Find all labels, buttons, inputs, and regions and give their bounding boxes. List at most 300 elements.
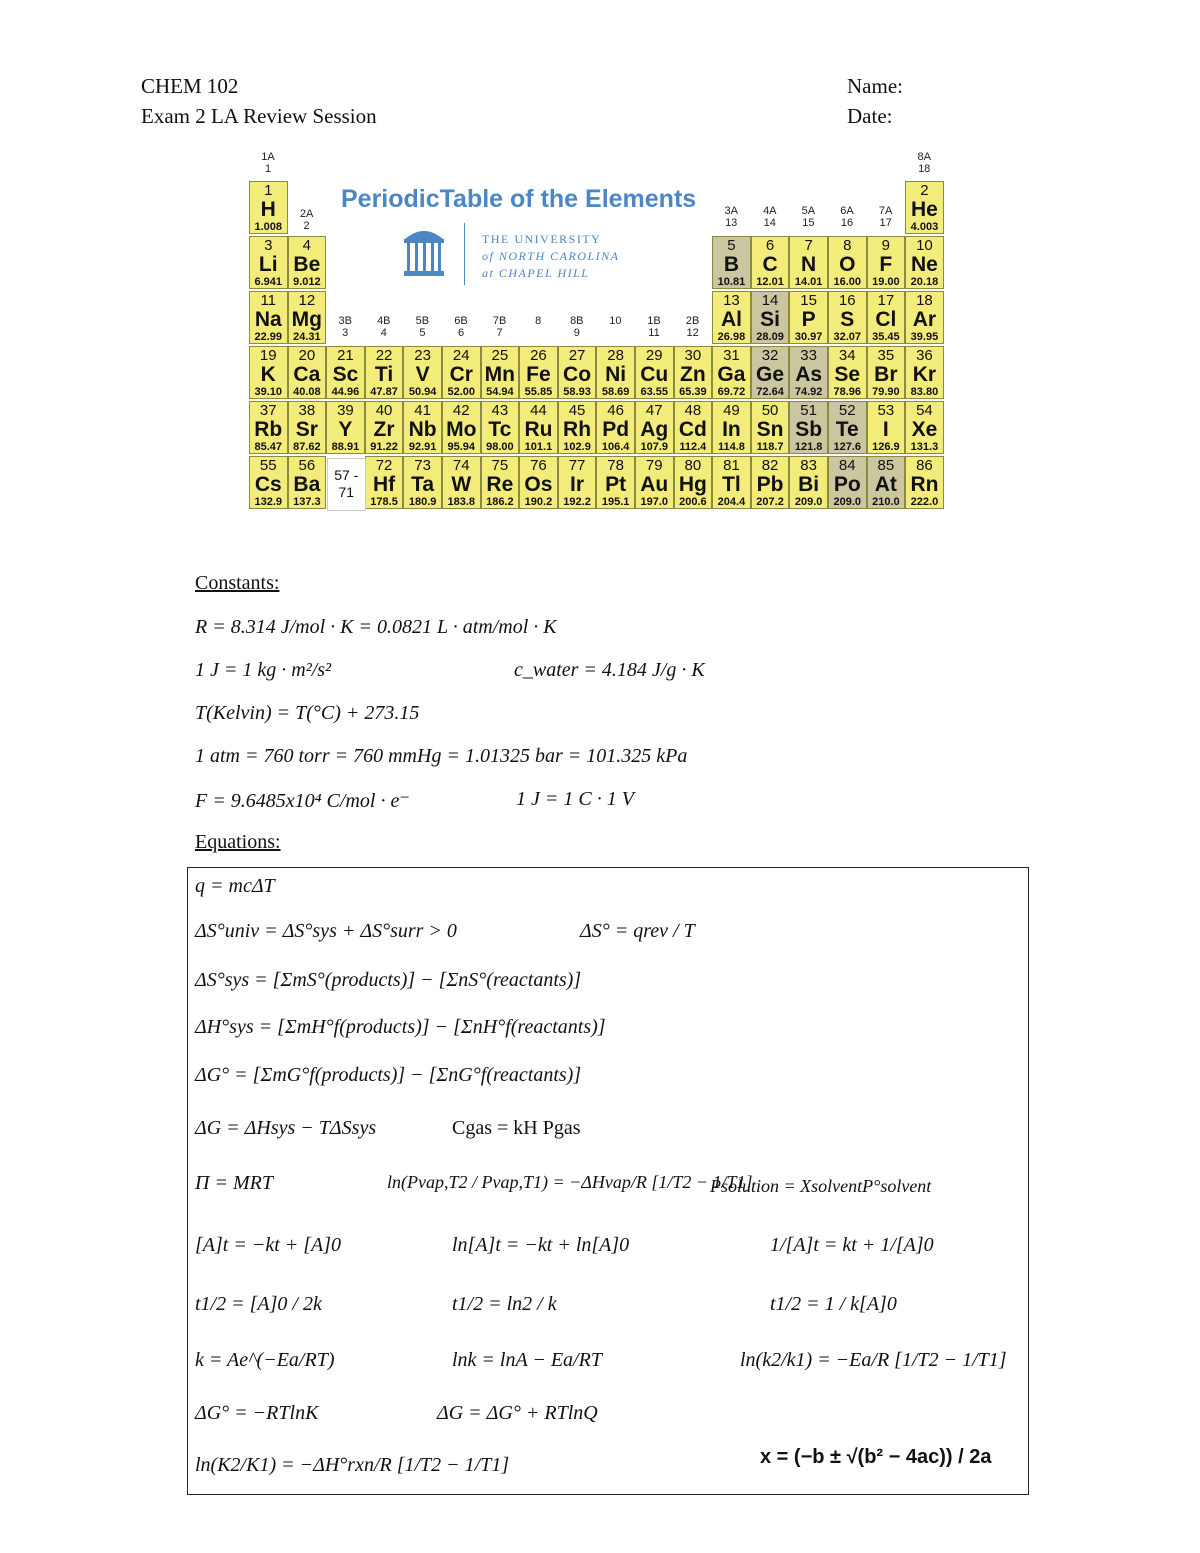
element-sn (751, 401, 790, 454)
element-symbol: Ga (717, 363, 746, 386)
element-ru (519, 401, 558, 454)
group-label-roman: 5B (415, 315, 430, 327)
element-symbol: Pt (605, 473, 627, 496)
element-symbol: Au (640, 473, 669, 496)
element-mo (442, 401, 481, 454)
element-symbol: Kr (912, 363, 937, 386)
element-al (712, 291, 751, 344)
atomic-number: 5 (727, 237, 736, 254)
atomic-mass: 9.012 (293, 276, 321, 288)
atomic-number: 17 (877, 292, 895, 309)
element-symbol: Ba (293, 473, 321, 496)
constants-heading: Constants: (195, 572, 280, 594)
faraday-constant: F = 9.6485x10⁴ C/mol · e⁻ (195, 790, 410, 812)
course-title: CHEM 102 (141, 74, 239, 98)
atomic-number: 52 (838, 402, 856, 419)
eq-gibbs-equilibrium: ΔG° = −RTlnK (195, 1402, 319, 1424)
element-symbol: O (839, 253, 856, 276)
element-li (249, 236, 288, 289)
element-symbol: Hg (678, 473, 707, 496)
group-label-number: 14 (763, 217, 776, 229)
atomic-number: 81 (723, 457, 740, 474)
element-h (249, 181, 288, 234)
atomic-number: 47 (645, 402, 663, 419)
atomic-mass: 20.18 (910, 276, 939, 288)
element-symbol: Xe (911, 418, 938, 441)
group-label-g13 (712, 205, 750, 229)
atomic-number: 51 (800, 402, 817, 419)
element-mg (288, 291, 327, 344)
element-symbol: Re (486, 473, 514, 496)
atomic-number: 13 (723, 292, 740, 309)
group-label-roman: 7B (492, 315, 507, 327)
element-cs (249, 456, 288, 509)
element-v (403, 346, 442, 399)
element-symbol: Ge (756, 363, 785, 386)
element-fe (519, 346, 558, 399)
equations-heading: Equations: (195, 831, 281, 853)
element-symbol: Ti (374, 363, 394, 386)
eq-quadratic-formula: x = (−b ± √(b² − 4ac)) / 2a (760, 1446, 992, 1468)
atomic-mass: 101.1 (524, 441, 553, 453)
element-cd (674, 401, 713, 454)
element-symbol: Mo (446, 418, 477, 441)
element-i (867, 401, 906, 454)
atomic-number: 44 (530, 402, 547, 419)
group-label-number: 3 (342, 327, 349, 339)
element-symbol: As (795, 363, 823, 386)
element-au (635, 456, 674, 509)
atomic-number: 86 (916, 457, 933, 474)
atomic-number: 28 (607, 347, 624, 364)
element-symbol: Cd (678, 418, 707, 441)
group-label-number: 8 (535, 315, 542, 327)
element-he (905, 181, 944, 234)
atomic-number: 80 (684, 457, 702, 474)
atomic-mass: 209.0 (794, 496, 823, 508)
element-ne (905, 236, 944, 289)
atomic-number: 14 (761, 292, 779, 309)
group-label-g2 (288, 208, 326, 232)
element-symbol: V (415, 363, 430, 386)
element-ta (403, 456, 442, 509)
periodic-table-title: PeriodicTable of the Elements (341, 185, 697, 213)
atomic-mass: 10.81 (717, 276, 746, 288)
element-br (867, 346, 906, 399)
unc-line-3: at CHAPEL HILL (482, 266, 590, 280)
atomic-mass: 102.9 (563, 441, 591, 453)
atomic-mass: 207.2 (756, 496, 784, 508)
atomic-mass: 118.7 (756, 441, 784, 453)
atomic-number: 33 (800, 347, 817, 364)
element-symbol: Ni (605, 363, 627, 386)
element-mn (481, 346, 520, 399)
element-symbol: Ag (640, 418, 669, 441)
group-label-g12 (674, 315, 712, 339)
element-symbol: Mn (484, 363, 515, 386)
group-label-roman: 7A (878, 205, 893, 217)
atomic-number: 50 (761, 402, 779, 419)
eq-arrhenius-two-point: ln(k2/k1) = −Ea/R [1/T2 − 1/T1] (740, 1349, 1007, 1371)
atomic-mass: 186.2 (486, 496, 514, 508)
group-label-number: 17 (879, 217, 892, 229)
atomic-mass: 54.94 (486, 386, 514, 398)
joule-coulomb-volt: 1 J = 1 C · 1 V (516, 788, 634, 810)
element-sc (326, 346, 365, 399)
element-symbol: Bi (798, 473, 820, 496)
element-ni (596, 346, 635, 399)
atomic-number: 19 (259, 347, 277, 364)
atomic-number: 2 (920, 182, 929, 199)
element-o (828, 236, 867, 289)
group-label-roman: 8B (570, 315, 584, 327)
date-label: Date: (847, 104, 893, 128)
element-symbol: He (911, 198, 938, 221)
eq-second-order: 1/[A]t = kt + 1/[A]0 (770, 1234, 934, 1256)
element-b (712, 236, 751, 289)
logo-divider (464, 223, 465, 285)
element-c (751, 236, 790, 289)
atomic-number: 78 (607, 457, 624, 474)
atomic-number: 74 (452, 457, 470, 474)
element-symbol: Cr (449, 363, 473, 386)
eq-heat: q = mcΔT (195, 875, 275, 897)
atomic-mass: 204.4 (717, 496, 746, 508)
atomic-number: 25 (491, 347, 509, 364)
atomic-mass: 195.1 (601, 496, 630, 508)
atomic-mass: 112.4 (679, 441, 707, 453)
element-symbol: Y (338, 418, 353, 441)
atomic-mass: 78.96 (833, 386, 862, 398)
atomic-mass: 40.08 (293, 386, 321, 398)
element-symbol: P (801, 308, 816, 331)
atomic-mass: 65.39 (679, 386, 707, 398)
group-label-roman: 5A (801, 205, 816, 217)
kelvin-conversion: T(Kelvin) = T(°C) + 273.15 (195, 702, 420, 724)
element-symbol: Ru (524, 418, 553, 441)
element-s (828, 291, 867, 344)
atomic-mass: 6.941 (254, 276, 283, 288)
atomic-mass: 30.97 (794, 331, 823, 343)
element-symbol: Sc (332, 363, 359, 386)
atomic-mass: 39.95 (910, 331, 939, 343)
element-nb (403, 401, 442, 454)
atomic-mass: 92.91 (408, 441, 437, 453)
atomic-mass: 58.93 (563, 386, 591, 398)
atomic-number: 30 (684, 347, 702, 364)
element-symbol: Os (524, 473, 553, 496)
atomic-number: 40 (375, 402, 393, 419)
element-symbol: Fe (526, 363, 551, 386)
atomic-mass: 58.69 (601, 386, 630, 398)
atomic-number: 32 (761, 347, 779, 364)
unc-logo (401, 225, 447, 280)
element-sb (789, 401, 828, 454)
element-symbol: In (722, 418, 741, 441)
element-symbol: Br (874, 363, 898, 386)
group-label-roman: 8A (917, 151, 931, 163)
element-zr (365, 401, 404, 454)
element-ge (751, 346, 790, 399)
element-symbol: W (451, 473, 472, 496)
group-label-roman: 4A (763, 205, 777, 217)
unc-line-2: of NORTH CAROLINA (482, 249, 620, 263)
element-p (789, 291, 828, 344)
atomic-number: 48 (684, 402, 702, 419)
atomic-mass: 14.01 (794, 276, 823, 288)
element-symbol: Pb (756, 473, 784, 496)
element-pd (596, 401, 635, 454)
eq-gibbs-reaction-quotient: ΔG = ΔG° + RTlnQ (437, 1402, 598, 1424)
element-k (249, 346, 288, 399)
joule-definition: 1 J = 1 kg · m²/s² (195, 659, 332, 681)
atomic-mass: 126.9 (872, 441, 900, 453)
atomic-number: 10 (916, 237, 933, 254)
atomic-mass: 26.98 (717, 331, 746, 343)
atomic-mass: 178.5 (370, 496, 398, 508)
group-label-g1 (249, 151, 287, 175)
group-label-g10 (596, 315, 634, 327)
eq-vant-hoff: ln(K2/K1) = −ΔH°rxn/R [1/T2 − 1/T1] (195, 1454, 510, 1476)
atomic-mass: 44.96 (331, 386, 360, 398)
element-os (519, 456, 558, 509)
group-label-g5 (403, 315, 441, 339)
element-cl (867, 291, 906, 344)
atomic-mass: 190.2 (524, 496, 553, 508)
atomic-number: 34 (838, 347, 856, 364)
element-symbol: Al (720, 308, 742, 331)
eq-zero-order: [A]t = −kt + [A]0 (195, 1234, 342, 1256)
element-symbol: Sr (295, 418, 318, 441)
element-te (828, 401, 867, 454)
atomic-mass: 209.0 (833, 496, 862, 508)
atomic-mass: 137.3 (293, 496, 321, 508)
atomic-mass: 114.8 (717, 441, 745, 453)
element-symbol: Ca (293, 363, 321, 386)
atomic-mass: 132.9 (254, 496, 283, 508)
element-symbol: Hf (372, 473, 396, 496)
eq-osmotic-pressure: Π = MRT (195, 1172, 273, 1194)
element-f (867, 236, 906, 289)
atomic-mass: 106.4 (601, 441, 630, 453)
atomic-number: 49 (723, 402, 740, 419)
group-label-number: 6 (457, 327, 465, 339)
eq-arrhenius-ln: lnk = lnA − Ea/RT (452, 1349, 602, 1371)
element-zn (674, 346, 713, 399)
lanthanide-placeholder: 57 - 71 (327, 458, 366, 511)
eq-raoult-law: Psolution = XsolventP°solvent (710, 1176, 932, 1196)
atomic-mass: 12.01 (756, 276, 784, 288)
element-symbol: H (260, 198, 276, 221)
atomic-number: 83 (800, 457, 817, 474)
atomic-number: 27 (568, 347, 586, 364)
unc-line-1: THE UNIVERSITY (482, 232, 602, 246)
group-label-g18 (905, 151, 943, 175)
group-label-number: 11 (648, 327, 660, 339)
atomic-mass: 183.8 (447, 496, 476, 508)
atomic-mass: 28.09 (756, 331, 784, 343)
element-symbol: Tc (488, 418, 512, 441)
atomic-number: 3 (264, 237, 273, 254)
atomic-mass: 83.80 (910, 386, 939, 398)
element-cr (442, 346, 481, 399)
atomic-number: 76 (530, 457, 547, 474)
atomic-mass: 22.99 (254, 331, 283, 343)
element-symbol: Se (834, 363, 861, 386)
atomic-mass: 19.00 (872, 276, 900, 288)
element-tl (712, 456, 751, 509)
element-symbol: Be (293, 253, 321, 276)
group-label-number: 2 (303, 220, 310, 232)
element-symbol: Ta (411, 473, 435, 496)
atomic-mass: 79.90 (872, 386, 900, 398)
group-label-roman: 1B (647, 315, 661, 327)
element-symbol: I (882, 418, 889, 441)
element-na (249, 291, 288, 344)
atomic-number: 31 (723, 347, 740, 364)
element-symbol: Rb (254, 418, 283, 441)
element-n (789, 236, 828, 289)
atomic-number: 7 (804, 237, 813, 254)
atomic-number: 11 (260, 292, 277, 309)
old-well-icon (401, 225, 447, 280)
atomic-mass: 1.008 (254, 221, 283, 233)
element-symbol: Cs (254, 473, 282, 496)
element-symbol: Ir (570, 473, 585, 496)
atomic-number: 9 (881, 237, 891, 254)
atomic-number: 56 (298, 457, 316, 474)
element-rh (558, 401, 597, 454)
eq-half-life-zero: t1/2 = [A]0 / 2k (195, 1293, 322, 1315)
element-tc (481, 401, 520, 454)
element-symbol: Rh (563, 418, 592, 441)
element-w (442, 456, 481, 509)
group-label-number: 12 (686, 327, 699, 339)
atomic-mass: 85.47 (254, 441, 283, 453)
atomic-number: 55 (259, 457, 277, 474)
element-symbol: Mg (291, 308, 322, 331)
atomic-mass: 55.85 (524, 386, 553, 398)
element-si (751, 291, 790, 344)
group-label-number: 1 (264, 163, 272, 175)
element-bi (789, 456, 828, 509)
group-label-number: 10 (609, 315, 622, 327)
element-symbol: Co (563, 363, 592, 386)
group-label-roman: 6B (454, 315, 468, 327)
atomic-number: 4 (302, 237, 312, 254)
atomic-number: 36 (916, 347, 933, 364)
element-symbol: Te (835, 418, 859, 441)
element-re (481, 456, 520, 509)
atomic-number: 53 (877, 402, 895, 419)
atomic-mass: 222.0 (910, 496, 939, 508)
group-label-g16 (828, 205, 866, 229)
eq-entropy-universe: ΔS°univ = ΔS°sys + ΔS°surr > 0 (195, 920, 457, 942)
pressure-conversion: 1 atm = 760 torr = 760 mmHg = 1.01325 bar = 101.325 kPa (195, 745, 688, 767)
atomic-mass: 88.91 (331, 441, 360, 453)
atomic-number: 35 (877, 347, 895, 364)
atomic-number: 1 (264, 182, 273, 199)
session-title: Exam 2 LA Review Session (141, 104, 377, 128)
group-label-g7 (481, 315, 519, 339)
atomic-number: 8 (843, 237, 852, 254)
group-label-number: 5 (419, 327, 426, 339)
element-hf (365, 456, 404, 509)
atomic-mass: 95.94 (447, 441, 476, 453)
group-label-roman: 3A (724, 205, 738, 217)
group-label-g6 (442, 315, 480, 339)
group-label-roman: 1A (261, 151, 275, 163)
atomic-number: 26 (530, 347, 547, 364)
group-label-g11 (635, 315, 673, 339)
atomic-number: 84 (838, 457, 856, 474)
atomic-number: 82 (761, 457, 779, 474)
element-cu (635, 346, 674, 399)
element-ba (288, 456, 327, 509)
atomic-mass: 69.72 (717, 386, 746, 398)
atomic-mass: 131.3 (910, 441, 939, 453)
eq-enthalpy-system: ΔH°sys = [ΣmH°f(products)] − [ΣnH°f(reactants)] (195, 1016, 606, 1038)
element-symbol: S (840, 308, 855, 331)
group-label-roman: 2B (685, 315, 700, 327)
atomic-number: 54 (916, 402, 933, 419)
eq-entropy-system: ΔS°sys = [ΣmS°(products)] − [ΣnS°(reactants)] (195, 969, 582, 991)
atomic-number: 37 (259, 402, 277, 419)
atomic-number: 20 (298, 347, 316, 364)
element-hg (674, 456, 713, 509)
atomic-number: 38 (298, 402, 316, 419)
eq-arrhenius: k = Ae^(−Ea/RT) (195, 1349, 335, 1371)
atomic-mass: 47.87 (370, 386, 398, 398)
atomic-number: 22 (375, 347, 393, 364)
group-label-g17 (867, 205, 905, 229)
atomic-mass: 24.31 (293, 331, 321, 343)
atomic-number: 79 (645, 457, 663, 474)
element-pt (596, 456, 635, 509)
eq-half-life-second: t1/2 = 1 / k[A]0 (770, 1293, 897, 1315)
atomic-mass: 197.0 (640, 496, 669, 508)
element-symbol: Po (833, 473, 861, 496)
element-symbol: Sn (756, 418, 784, 441)
element-symbol: Rn (910, 473, 939, 496)
atomic-mass: 32.07 (833, 331, 862, 343)
eq-gibbs-definition: ΔG = ΔHsys − TΔSsys (195, 1117, 377, 1139)
atomic-number: 75 (491, 457, 509, 474)
element-symbol: Ne (911, 253, 938, 276)
group-label-roman: 6A (840, 205, 854, 217)
group-label-g8 (519, 315, 557, 327)
element-symbol: Li (258, 253, 278, 276)
element-ga (712, 346, 751, 399)
atomic-mass: 39.10 (254, 386, 283, 398)
atomic-number: 41 (414, 402, 431, 419)
element-symbol: Na (254, 308, 282, 331)
element-symbol: Zn (680, 363, 706, 386)
element-symbol: Nb (408, 418, 437, 441)
eq-henry-law: Cgas = kH Pgas (452, 1117, 581, 1139)
atomic-mass: 35.45 (872, 331, 900, 343)
element-as (789, 346, 828, 399)
atomic-number: 15 (800, 292, 817, 309)
atomic-number: 12 (298, 292, 316, 309)
name-label: Name: (847, 74, 903, 98)
atomic-mass: 50.94 (408, 386, 437, 398)
atomic-number: 21 (337, 347, 354, 364)
atomic-number: 24 (452, 347, 470, 364)
element-ca (288, 346, 327, 399)
element-symbol: Tl (722, 473, 741, 496)
atomic-number: 42 (452, 402, 470, 419)
